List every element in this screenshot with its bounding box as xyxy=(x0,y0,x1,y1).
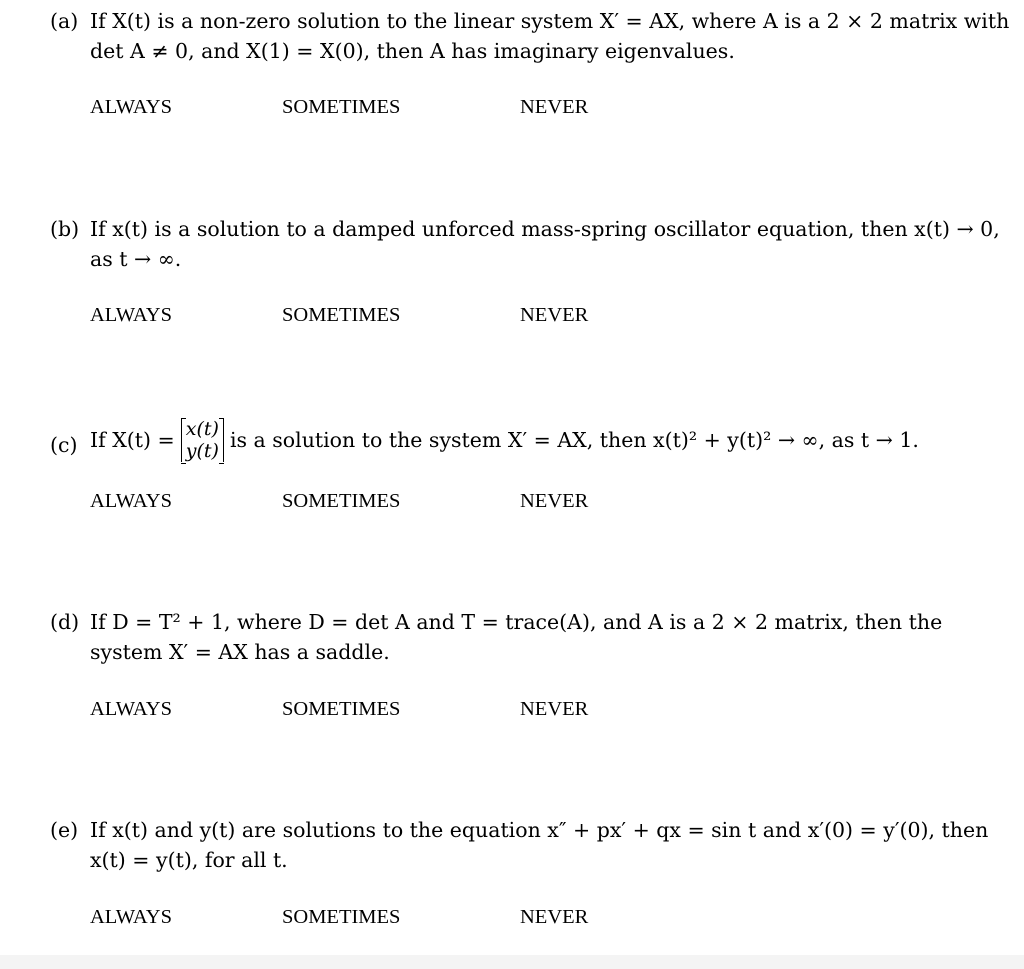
question-b xyxy=(50,214,1010,274)
answer-options-a xyxy=(90,96,990,124)
bottom-edge-shade xyxy=(0,955,1024,969)
question-a xyxy=(50,6,1010,66)
vector-entry-x: x(t) xyxy=(185,418,219,440)
question-text: If x(t) is a solution to a damped unforced mass-spring oscillator equation, then x(t) → 0, as t → ∞. xyxy=(90,217,1000,271)
option-always[interactable]: ALWAYS xyxy=(90,490,173,512)
option-sometimes[interactable]: SOMETIMES xyxy=(282,698,401,720)
question-text xyxy=(90,418,1010,462)
question-label: (a) xyxy=(50,9,79,33)
option-never[interactable]: NEVER xyxy=(520,96,589,118)
question-label: (e) xyxy=(50,818,79,842)
option-sometimes[interactable]: SOMETIMES xyxy=(282,906,401,928)
question-c xyxy=(50,418,1010,462)
option-sometimes[interactable]: SOMETIMES xyxy=(282,490,401,512)
answer-options-d xyxy=(90,698,990,726)
question-text: If D = T² + 1, where D = det A and T = trace(A), and A is a 2 × 2 matrix, then the system X′ = AX has a saddle. xyxy=(90,610,943,664)
option-sometimes[interactable]: SOMETIMES xyxy=(282,96,401,118)
vector-entry-y: y(t) xyxy=(185,440,219,462)
option-always[interactable]: ALWAYS xyxy=(90,96,173,118)
answer-options-c xyxy=(90,490,990,518)
question-d xyxy=(50,607,1010,667)
option-always[interactable]: ALWAYS xyxy=(90,906,173,928)
question-e xyxy=(50,815,1010,875)
question-text: If X(t) is a non-zero solution to the linear system X′ = AX, where A is a 2 × 2 matrix with det A ≠ 0, and X(1) = X(0), then A has imaginary eigenvalues. xyxy=(90,9,1010,63)
column-vector xyxy=(181,418,224,462)
question-text-before: If X(t) = xyxy=(90,428,175,452)
option-always[interactable]: ALWAYS xyxy=(90,304,173,326)
option-always[interactable]: ALWAYS xyxy=(90,698,173,720)
option-never[interactable]: NEVER xyxy=(520,304,589,326)
option-sometimes[interactable]: SOMETIMES xyxy=(282,304,401,326)
question-text: If x(t) and y(t) are solutions to the equation x″ + px′ + qx = sin t and x′(0) = y′(0), then x(t) = y(t), for all t. xyxy=(90,818,989,872)
answer-options-b xyxy=(90,304,990,332)
question-label: (d) xyxy=(50,610,80,634)
question-label: (b) xyxy=(50,217,80,241)
answer-options-e xyxy=(90,906,990,934)
question-label: (c) xyxy=(50,433,78,457)
option-never[interactable]: NEVER xyxy=(520,698,589,720)
question-text-after: is a solution to the system X′ = AX, then x(t)² + y(t)² → ∞, as t → 1. xyxy=(229,428,919,452)
option-never[interactable]: NEVER xyxy=(520,490,589,512)
option-never[interactable]: NEVER xyxy=(520,906,589,928)
